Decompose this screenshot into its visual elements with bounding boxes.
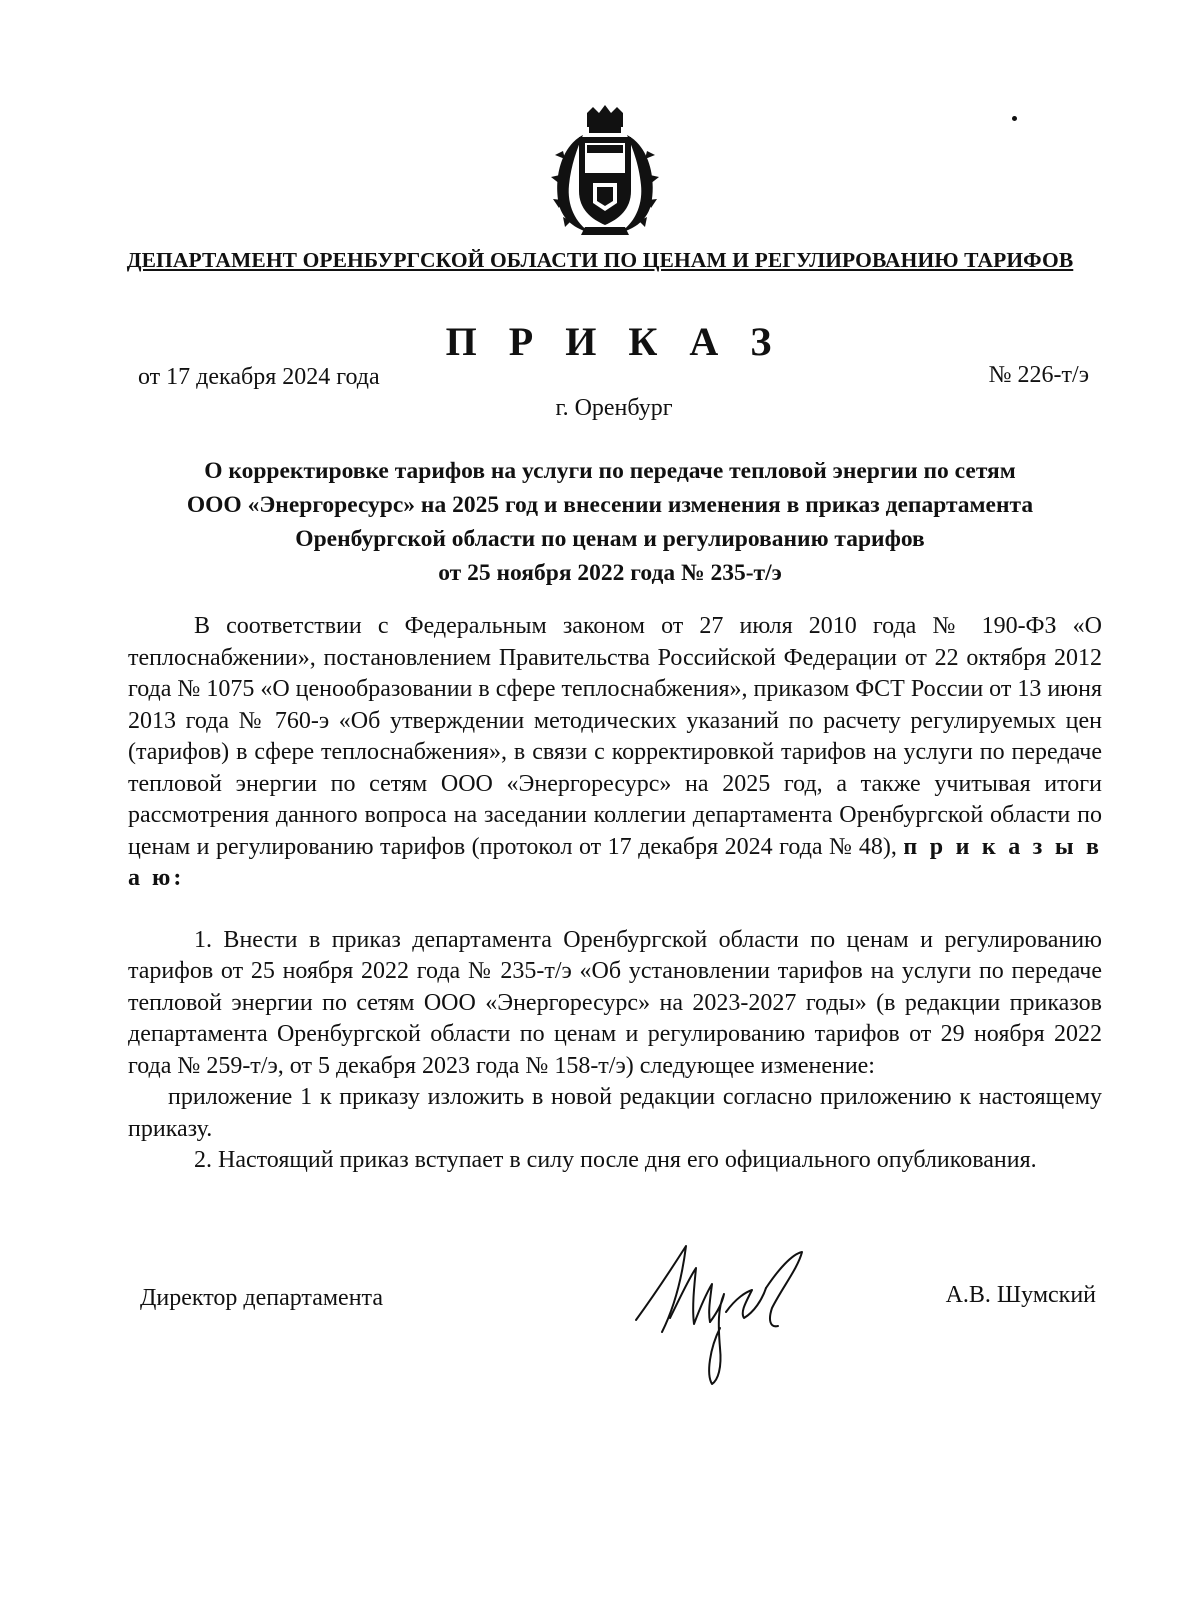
subject-line: Оренбургской области по ценам и регулированию тарифов bbox=[295, 526, 925, 552]
subject-line: ООО «Энергоресурс» на 2025 год и внесении изменения в приказ департамента bbox=[186, 492, 1034, 518]
order-number: № 226-т/э bbox=[988, 362, 1089, 388]
signatory-name: А.В. Шумский bbox=[945, 1282, 1096, 1308]
scan-dot bbox=[1012, 116, 1017, 121]
order-city: г. Оренбург bbox=[555, 395, 673, 421]
subject-line: О корректировке тарифов на услуги по передаче тепловой энергии по сетям bbox=[204, 458, 1016, 484]
preamble-paragraph bbox=[128, 611, 1102, 895]
order-date: от 17 декабря 2024 года bbox=[138, 364, 380, 390]
item-1-sub-paragraph: приложение 1 к приказу изложить в новой редакции согласно приложению к настоящему приказу. bbox=[128, 1084, 1102, 1142]
order-body bbox=[128, 611, 1102, 1177]
command-word: п р и к а з ы в а ю: bbox=[128, 833, 1103, 891]
item-2-paragraph: 2. Настоящий приказ вступает в силу после дня его официального опубликования. bbox=[194, 1147, 1037, 1173]
order-title: П Р И К А З bbox=[445, 319, 783, 364]
preamble-text: В соответствии с Федеральным законом от 27 июля 2010 года № 190-ФЗ «О теплоснабжении», постановлением Правительства Российской Федерации от 22 октября 2012 года № 1075 «О ценообразовании в сфере теплоснабжения», приказом ФСТ России от 13 июня 2013 года № 760-э «Об утверждении методических указаний по расчету регулируемых цен (тарифов) в сфере теплоснабжения», в связи с корректировкой тарифов на услуги по передаче тепловой энергии по сетям ООО «Энергоресурс» на 2025 год, а также учитывая итоги рассмотрения данного вопроса на заседании коллегии департамента Оренбургской области по ценам и регулированию тарифов (протокол от 17 декабря 2024 года № 48), bbox=[128, 613, 1102, 860]
order-subject bbox=[110, 454, 1110, 590]
orenburg-coat-of-arms-icon bbox=[545, 105, 665, 237]
signatory-position: Директор департамента bbox=[140, 1285, 383, 1311]
item-1-paragraph: 1. Внести в приказ департамента Оренбургской области по ценам и регулированию тарифов от 25 ноября 2022 года № 235-т/э «Об установлении тарифов на услуги по передаче тепловой энергии по сетям ООО «Энергоресурс» на 2023-2027 годы» (в редакции приказов департамента Оренбургской области по ценам и регулированию тарифов от 29 ноября 2022 года № 259-т/э, от 5 декабря 2023 года № 158-т/э) следующее изменение: bbox=[128, 926, 1102, 1079]
department-header: ДЕПАРТАМЕНТ ОРЕНБУРГСКОЙ ОБЛАСТИ ПО ЦЕНАМ И РЕГУЛИРОВАНИЮ ТАРИФОВ bbox=[126, 248, 1074, 272]
subject-line: от 25 ноября 2022 года № 235-т/э bbox=[438, 560, 782, 586]
handwritten-signature-icon bbox=[622, 1228, 812, 1388]
